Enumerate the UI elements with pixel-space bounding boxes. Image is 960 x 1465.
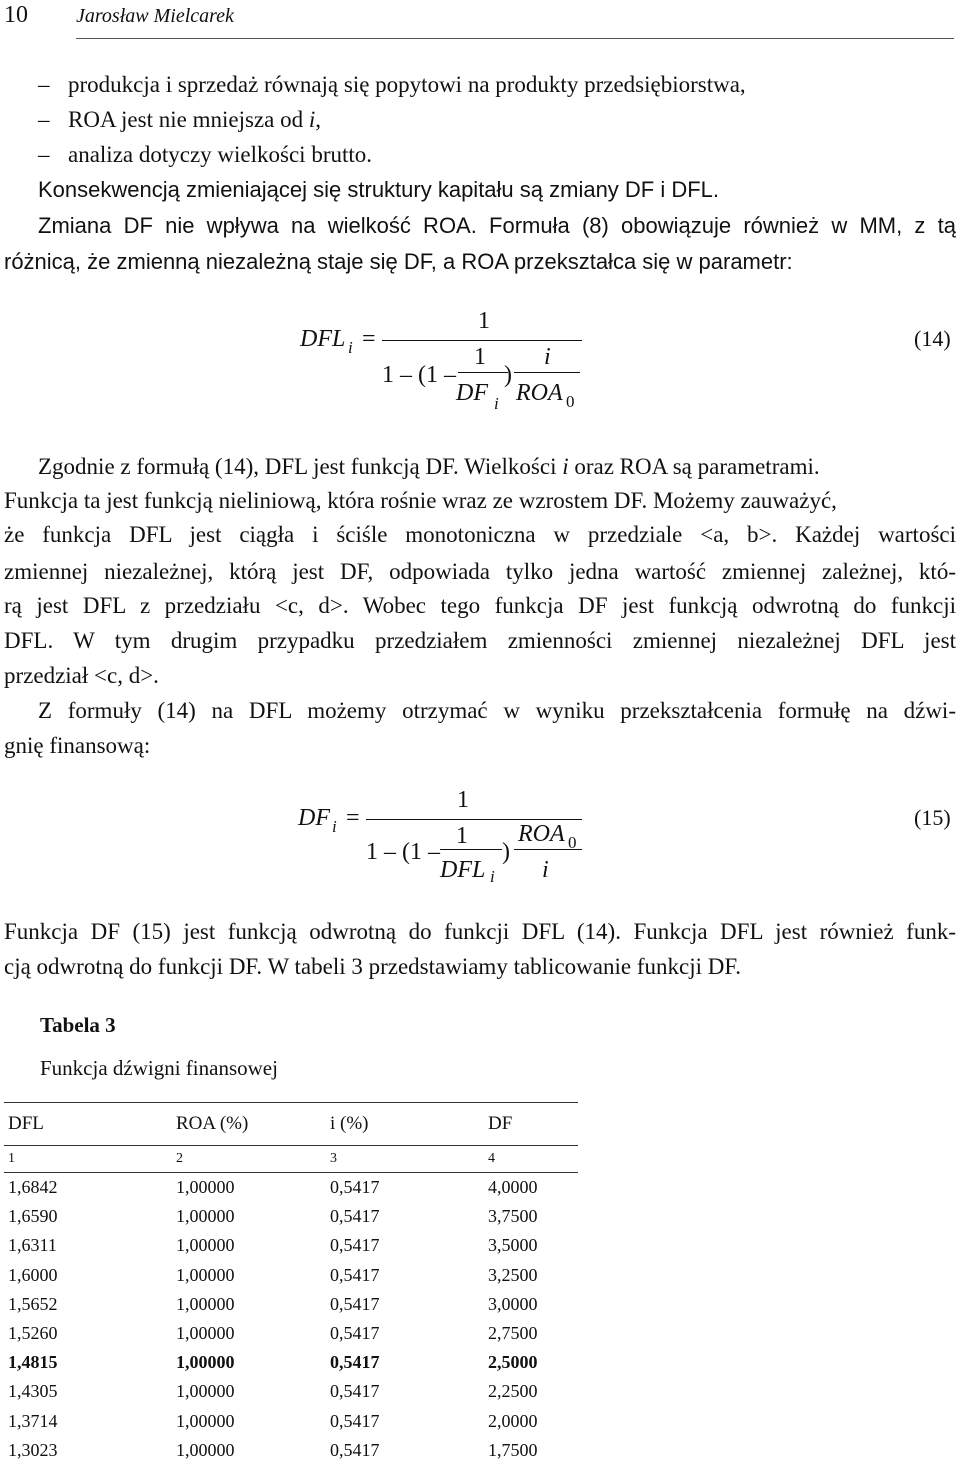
table-row <box>4 1377 578 1406</box>
table-row <box>4 1202 578 1231</box>
bullet-text: ROA jest nie mniejsza od i, <box>68 107 321 132</box>
paragraph-line: Konsekwencją zmieniającej się struktury kapitału są zmiany DF i DFL. <box>38 177 720 202</box>
table-cell: 0,5417 <box>330 1352 380 1373</box>
table-cell: 1,6311 <box>8 1235 57 1256</box>
table-row <box>4 1407 578 1436</box>
column-number: 3 <box>326 1146 484 1173</box>
table-cell: 0,5417 <box>330 1264 380 1285</box>
running-head-author: Jarosław Mielcarek <box>76 5 234 27</box>
table-cell: 3,5000 <box>488 1235 538 1256</box>
data-table <box>4 1102 578 1465</box>
table-cell: 1,00000 <box>176 1264 235 1285</box>
paragraph-line: rą jest DFL z przedziału <c, d>. Wobec tego funkcja DF jest funkcją odwrotną do funkcji <box>4 593 956 618</box>
column-number: 1 <box>4 1146 172 1173</box>
table-cell: 3,7500 <box>488 1206 538 1227</box>
table-cell: 1,00000 <box>176 1352 235 1373</box>
column-header: DF <box>484 1103 578 1146</box>
table-cell: 0,5417 <box>330 1235 380 1256</box>
table-title: Funkcja dźwigni finansowej <box>40 1056 278 1080</box>
table-cell: 1,00000 <box>176 1439 235 1460</box>
table-cell: 3,0000 <box>488 1293 538 1314</box>
table-cell: 0,5417 <box>330 1177 380 1198</box>
table-cell: 1,3714 <box>8 1410 58 1431</box>
table-cell: 1,6590 <box>8 1206 58 1227</box>
table-cell: 1,00000 <box>176 1381 235 1402</box>
table-column-numbers <box>4 1146 578 1173</box>
table-cell: 1,00000 <box>176 1323 235 1344</box>
column-header: ROA (%) <box>172 1103 326 1146</box>
column-header: i (%) <box>326 1103 484 1146</box>
table-cell: 1,4815 <box>8 1352 58 1373</box>
table-cell: 2,5000 <box>488 1352 538 1373</box>
equation-number: (15) <box>914 805 951 830</box>
paragraph-line: przedział <c, d>. <box>4 663 159 688</box>
table-cell: 1,00000 <box>176 1293 235 1314</box>
table-cell: 1,00000 <box>176 1410 235 1431</box>
page-header <box>0 0 960 44</box>
equation-number: (14) <box>914 326 951 351</box>
bullet-text: analiza dotyczy wielkości brutto. <box>68 142 373 167</box>
column-number: 2 <box>172 1146 326 1173</box>
table-cell: 2,7500 <box>488 1323 538 1344</box>
bullet-dash: – <box>38 72 50 97</box>
table-cell: 0,5417 <box>330 1206 380 1227</box>
paragraph-line: Funkcja ta jest funkcją nieliniową, która rośnie wraz ze wzrostem DF. Możemy zauważyć, <box>4 488 837 513</box>
table-cell: 2,0000 <box>488 1410 538 1431</box>
page-number: 10 <box>4 2 28 28</box>
table-cell: 1,00000 <box>176 1177 235 1198</box>
table-cell: 3,2500 <box>488 1264 538 1285</box>
equation-15: DF i = 1 1 – (1 – 1 DFL i ) ROA 0 i (15) <box>298 787 951 886</box>
table-cell: 1,7500 <box>488 1439 538 1460</box>
paragraph-line: cją odwrotną do funkcji DF. W tabeli 3 przedstawiamy tablicowanie funkcji DF. <box>4 954 742 979</box>
table-cell: 4,0000 <box>488 1177 538 1198</box>
paragraph-line: Zgodnie z formułą (14), DFL jest funkcją DF. Wielkości i oraz ROA są parametrami. <box>38 454 820 479</box>
table-cell: 0,5417 <box>330 1410 380 1431</box>
table-row <box>4 1231 578 1260</box>
table-cell: 1,5260 <box>8 1323 58 1344</box>
table-cell: 1,6000 <box>8 1264 58 1285</box>
bullet-dash: – <box>38 142 50 167</box>
paragraph-line: Z formuły (14) na DFL możemy otrzymać w wyniku przekształcenia formułę na dźwi- <box>38 698 956 723</box>
table-header-row <box>4 1103 578 1146</box>
table-cell: 2,2500 <box>488 1381 538 1402</box>
table-cell: 1,00000 <box>176 1235 235 1256</box>
paragraph-line: że funkcja DFL jest ciągła i ściśle monotoniczna w przedziale <a, b>. Każdej wartości <box>4 522 956 547</box>
bullet-dash: – <box>38 107 50 132</box>
table-row <box>4 1436 578 1465</box>
paragraph-line: Funkcja DF (15) jest funkcją odwrotną do funkcji DFL (14). Funkcja DFL jest również funk- <box>4 919 956 944</box>
paragraph-line: gnię finansową: <box>4 733 151 758</box>
table-cell: 1,5652 <box>8 1293 58 1314</box>
table-row <box>4 1173 578 1203</box>
paragraph-line: zmiennej niezależnej, którą jest DF, odpowiada tylko jedna wartość zmiennej zależnej, któ- <box>4 559 956 584</box>
paragraph-line: Zmiana DF nie wpływa na wielkość ROA. Formuła (8) obowiązuje również w MM, z tą <box>38 213 956 238</box>
table-cell: 0,5417 <box>330 1323 380 1344</box>
table-row <box>4 1261 578 1290</box>
table-cell: 0,5417 <box>330 1439 380 1460</box>
header-rule <box>76 38 954 39</box>
table-row <box>4 1290 578 1319</box>
table-cell: 1,6842 <box>8 1177 58 1198</box>
table-cell: 0,5417 <box>330 1293 380 1314</box>
table-cell: 0,5417 <box>330 1381 380 1402</box>
bullet-text: produkcja i sprzedaż równają się popytowi na produkty przedsiębiorstwa, <box>68 72 746 97</box>
equation-14: DFL i = 1 1 – (1 – 1 DF i ) i ROA 0 (14) <box>300 308 951 413</box>
column-header: DFL <box>4 1103 172 1146</box>
paragraph-line: różnicą, że zmienną niezależną staje się DF, a ROA przekształca się w parametr: <box>4 249 793 274</box>
table-row <box>4 1319 578 1348</box>
table-cell: 1,00000 <box>176 1206 235 1227</box>
table-cell: 1,3023 <box>8 1439 58 1460</box>
table-caption: Tabela 3 <box>40 1013 116 1037</box>
paragraph-line: DFL. W tym drugim przypadku przedziałem zmienności zmiennej niezależnej DFL jest <box>4 628 956 653</box>
column-number: 4 <box>484 1146 578 1173</box>
table-row-highlighted <box>4 1348 578 1377</box>
table-cell: 1,4305 <box>8 1381 58 1402</box>
